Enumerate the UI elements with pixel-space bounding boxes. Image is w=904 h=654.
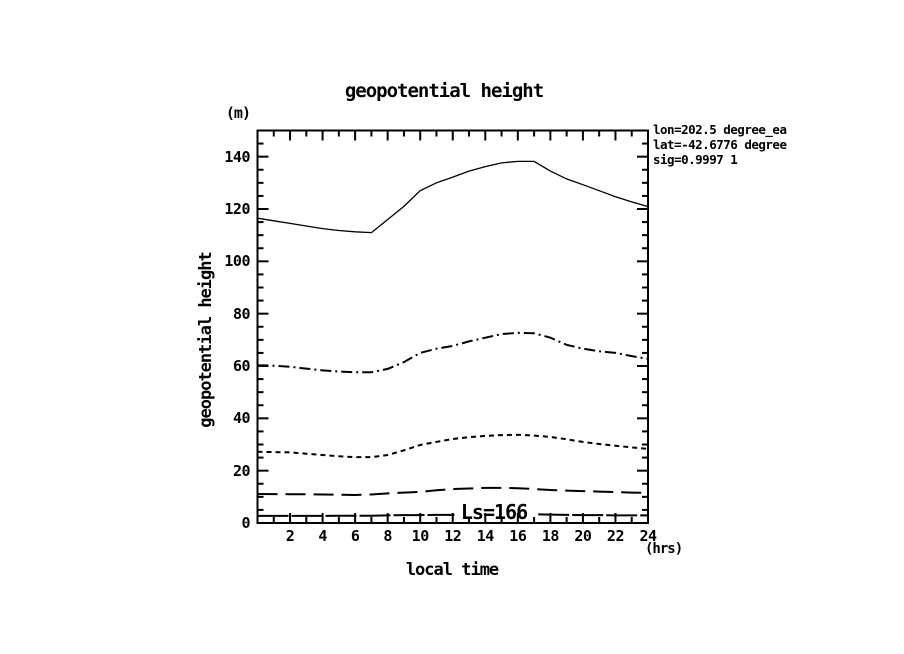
x-tick-label: 6 (350, 527, 360, 545)
level-5-surface (258, 515, 455, 516)
level-2-dashdot (258, 333, 649, 373)
y-tick-label: 0 (241, 514, 250, 532)
x-tick-label: 8 (383, 527, 392, 545)
y-tick-label: 60 (232, 357, 250, 375)
y-tick-label: 100 (224, 252, 250, 271)
x-tick-label: 24 (639, 527, 657, 545)
metadata-annotation (653, 122, 791, 167)
x-tick-label: 14 (476, 527, 494, 545)
y-tick-label: 20 (232, 461, 250, 480)
chart-title: geopotential height (344, 80, 544, 102)
y-tick-label: 120 (224, 200, 250, 218)
y-axis-unit-label: (m) (225, 104, 250, 122)
y-tick-label: 140 (224, 147, 250, 166)
x-tick-label: 4 (318, 527, 327, 545)
x-axis-unit-label: (hrs) (645, 541, 683, 557)
level-4-longdash (258, 488, 649, 495)
x-tick-label: 18 (541, 527, 559, 545)
lon-annotation: lon=202.5 degree_ea (653, 122, 787, 137)
level-3-dash (258, 435, 649, 457)
x-tick-label: 22 (606, 527, 624, 545)
x-tick-label: 10 (411, 527, 429, 545)
x-tick-label: 2 (285, 527, 295, 545)
level-1-solid (258, 161, 649, 232)
y-axis-title: geopotential height (196, 252, 216, 428)
sig-annotation: sig=0.9997 1 (653, 152, 738, 167)
x-tick-label: 20 (574, 527, 592, 545)
y-tick-label: 40 (232, 409, 250, 428)
x-axis-title: local time (405, 560, 499, 580)
x-tick-label: 16 (509, 527, 527, 545)
ls-contour-label: Ls=166 (460, 500, 528, 524)
level-5-surface (538, 514, 648, 515)
lat-annotation: lat=-42.6776 degree (653, 137, 787, 152)
y-tick-label: 80 (232, 304, 250, 323)
x-tick-label: 12 (444, 527, 462, 545)
